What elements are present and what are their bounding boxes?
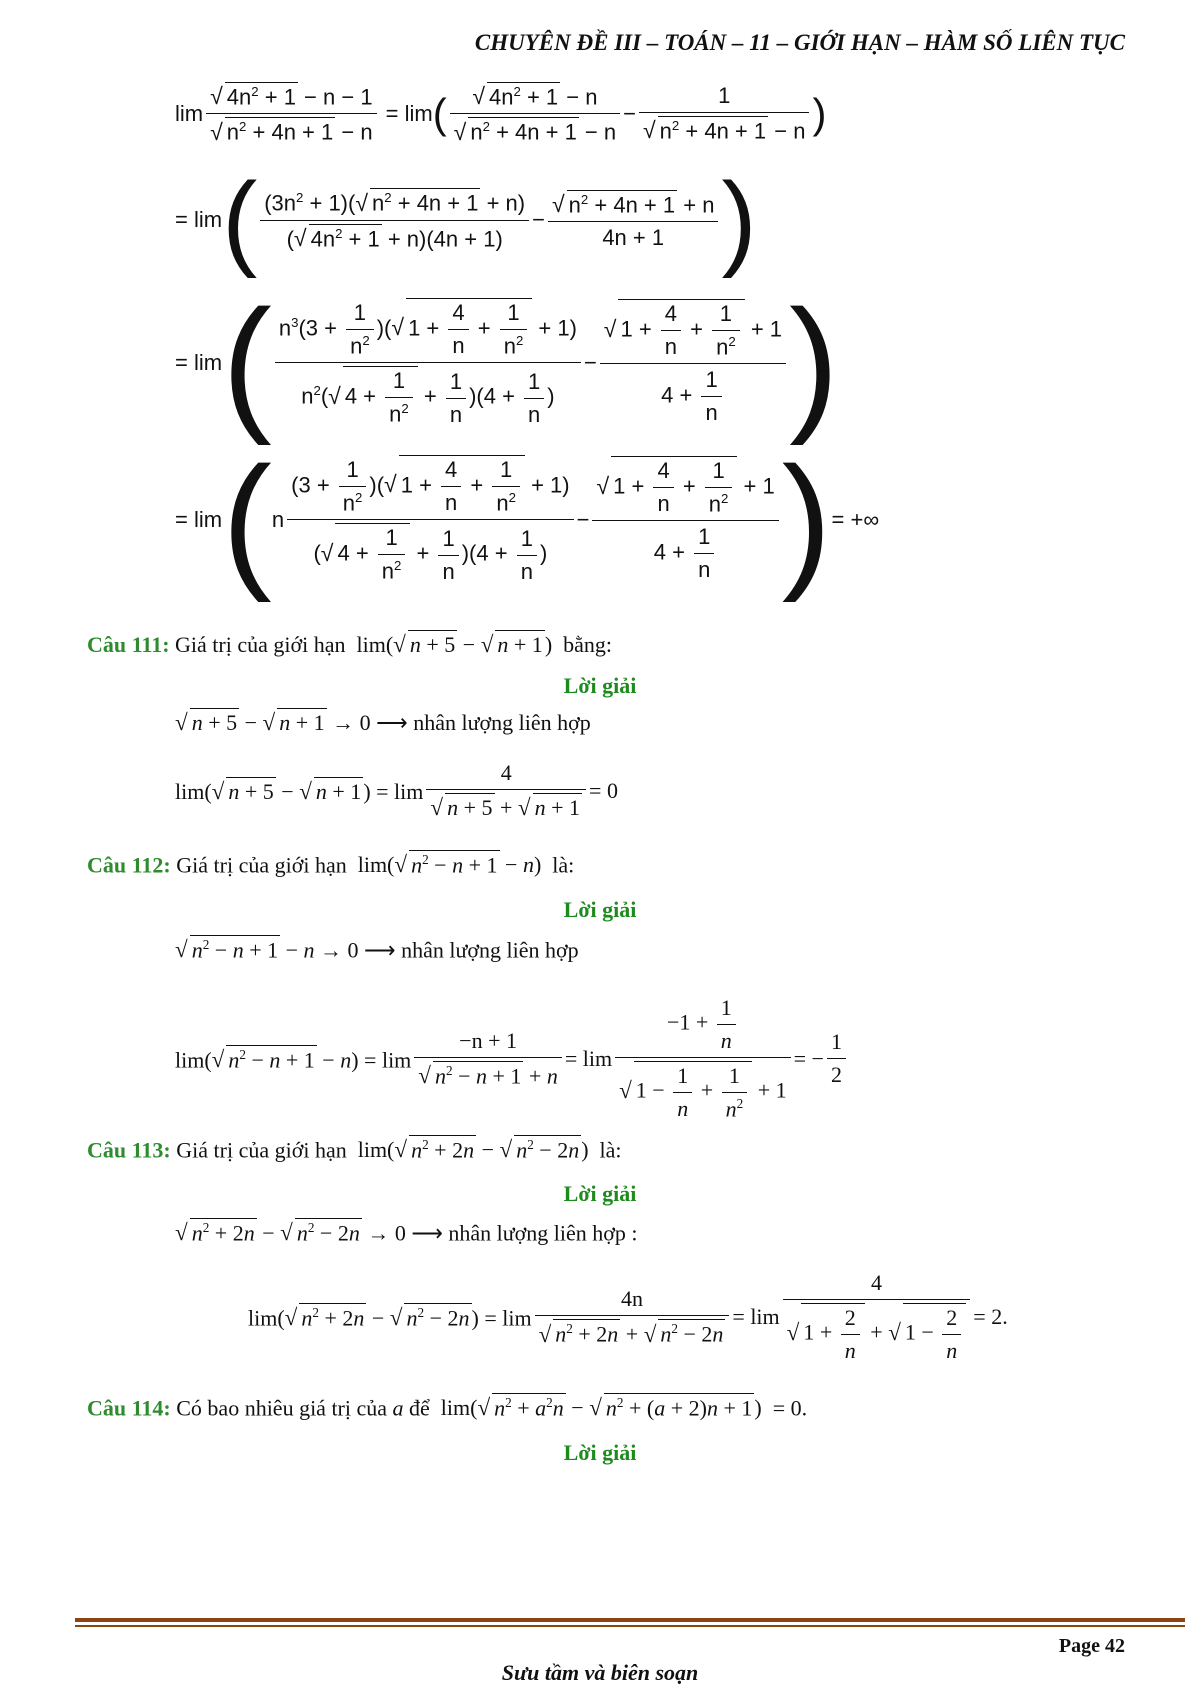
question-112: Câu 112: Giá trị của giới hạn lim(√ $n^2 - n + 1 - n$) là:	[87, 851, 575, 878]
page-header: CHUYÊN ĐỀ III – TOÁN – 11 – GIỚI HẠN – HÀM SỐ LIÊN TỤC	[474, 30, 1125, 55]
top-solution-line3: = lim ( $n^3(3$ + $\frac{1}{n^2}$ )(√ 1 + $\frac{4}{n}$ + $\frac{1}{n^2}$ + 1) $n^2(√$ 4 + $\frac{1}{n^2}$ + $\frac{1}{n}$ )(4 + $\frac{1}{n}$ ) − √ 1 + $\frac{4}{n}$ + $\frac{1}{n^2}$ + 1 4 + $\frac{1}{n}$ )	[175, 278, 839, 446]
q113-step1: √ $n^2 + 2n$ − √ $n^2 - 2n \to 0$ ⟶ nhân lượng liên hợp :	[175, 1219, 638, 1246]
question-111: Câu 111: Giá trị của giới hạn lim(√ n + 5 − √ n + 1) bằng:	[87, 631, 613, 657]
q113-step2: lim(√ $n^2 + 2n$ − √ $n^2 - 2n) = \lim$ $\frac{4n}{√ n^2 + 2n + √ n^2 - 2n}$ = lim 4 √ 1 + $\frac{2}{n}$ + √ 1 − $\frac{2}{n}$ = 2.	[248, 1270, 1008, 1363]
top-solution-line2: = lim ( $\frac{(3n^2 + 1)(√ n^2 + 4n + 1 + n)}{(√ 4n^2 + 1 + n)(4n + 1)}$ − $\frac{√ n^2 + 4n + 1 + n}{4n + 1}$ )	[175, 161, 757, 279]
footer-rule-thick	[75, 1618, 1185, 1622]
top-solution-line4: = lim ( n (3 + $\frac{1}{n^2}$ )(√ 1 + $\frac{4}{n}$ + $\frac{1}{n^2}$ + 1) (√ 4 + $\frac{1}{n^2}$ + $\frac{1}{n}$ )(4 + $\frac{1}{n}$ ) − √ 1 + $\frac{4}{n}$ + $\frac{1}{n^2}$ + 1 4 + $\frac{1}{n}$ ) = +∞	[175, 435, 880, 603]
q111-step2: lim(√ n + 5 − √ n + 1) = lim $\frac{4}{√ n + 5 + √ n + 1}$ = 0	[175, 760, 618, 820]
q111-solution-title: Lời giải	[563, 673, 637, 698]
question-114: Câu 114: Có bao nhiêu giá trị của a để lim(√ $n^2 + a^2n$ − √ $n^2 + (a + 2)n + 1) = 0$.	[87, 1394, 808, 1421]
footer-credit: Sưu tầm và biên soạn	[501, 1660, 699, 1685]
page-number: Page 42	[1058, 1635, 1125, 1657]
top-solution-line1: lim $\frac{√ 4n^2 + 1 - n - 1}{√ n^2 + 4n + 1 - n}$ = lim ( $\frac{√ 4n^2 + 1 - n}{√ n^2 + 4n + 1 - n}$ − $\frac{1}{√ n^2 + 4n + 1 - n}$ )	[175, 83, 827, 145]
q112-step2: lim(√ $n^2 - n + 1 - n) = \lim$ $\frac{-n + 1}{√ n^2 - n + 1 + n}$ = lim −1 + $\frac{1}{n}$ √ 1 − $\frac{1}{n}$ + $\frac{1}{n^2}$ + 1 = − $\frac{1}{2}$	[175, 995, 849, 1122]
footer-rule-thin	[75, 1625, 1185, 1627]
q113-solution-title: Lời giải	[563, 1181, 637, 1206]
q112-step1: √ $n^2 - n + 1 - n \to 0$ ⟶ nhân lượng liên hợp	[175, 936, 579, 963]
q111-step1: √ n + 5 − √ n + 1 → 0 ⟶ nhân lượng liên hợp	[175, 709, 591, 735]
q112-solution-title: Lời giải	[563, 897, 637, 922]
q114-solution-title: Lời giải	[563, 1440, 637, 1465]
question-113: Câu 113: Giá trị của giới hạn lim(√ $n^2 + 2n$ − √ $n^2 - 2n$) là:	[87, 1136, 622, 1163]
